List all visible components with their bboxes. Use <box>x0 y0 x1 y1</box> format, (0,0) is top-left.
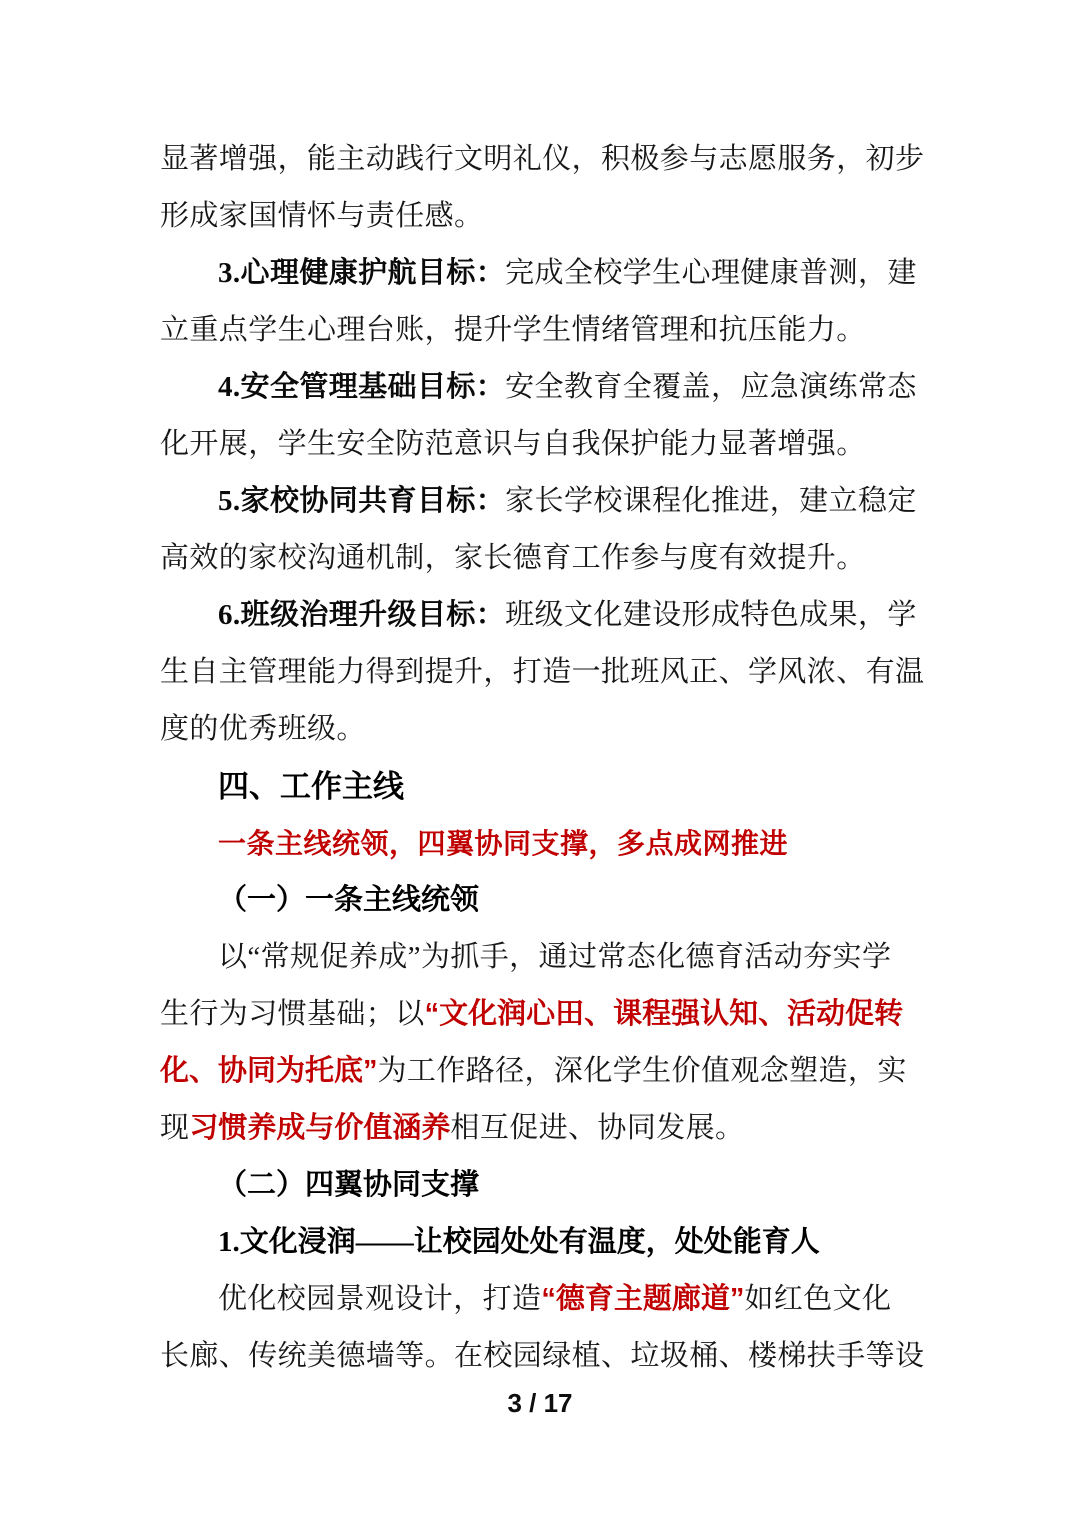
text-run-h2: （二）四翼协同支撑 <box>218 1169 480 1201</box>
text-run-body: 生行为习惯基础；以 <box>160 998 425 1030</box>
text-run-red: “德育主题廊道” <box>541 1283 745 1315</box>
text-line <box>160 473 926 530</box>
text-line <box>160 1214 926 1271</box>
text-line <box>160 245 926 302</box>
text-run-label: 5.家校协同共育目标： <box>218 485 506 517</box>
text-line <box>160 1271 926 1328</box>
text-content <box>160 131 926 1385</box>
text-line <box>160 416 926 473</box>
text-run-body: 立重点学生心理台账，提升学生情绪管理和抗压能力。 <box>160 314 866 346</box>
text-run-body: 安全教育全覆盖，应急演练常态 <box>505 371 917 403</box>
text-run-body: 家长学校课程化推进，建立稳定 <box>505 485 917 517</box>
page-number: 3 / 17 <box>507 1388 573 1418</box>
text-run-red: 习惯养成与价值涵养 <box>189 1112 451 1144</box>
text-run-h3: 1.文化浸润——让校园处处有温度，处处能育人 <box>218 1226 820 1258</box>
text-line <box>160 1157 926 1214</box>
text-run-h1: 四、工作主线 <box>218 769 404 804</box>
text-run-body: 化开展，学生安全防范意识与自我保护能力显著增强。 <box>160 428 866 460</box>
text-run-body: 生自主管理能力得到提升，打造一批班风正、学风浓、有温 <box>160 656 925 688</box>
text-line <box>160 302 926 359</box>
text-line <box>160 131 926 188</box>
text-run-body: 现 <box>160 1112 190 1144</box>
text-line <box>160 986 926 1043</box>
text-run-red: “文化润心田、课程强认知、活动促转 <box>424 998 904 1030</box>
text-line <box>160 758 926 815</box>
text-run-h2: （一）一条主线统领 <box>218 884 480 916</box>
text-run-body: 形成家国情怀与责任感。 <box>160 200 484 232</box>
text-line <box>160 644 926 701</box>
text-line <box>160 1043 926 1100</box>
text-run-label: 3.心理健康护航目标： <box>218 257 506 289</box>
text-line <box>160 359 926 416</box>
text-run-body: 班级文化建设形成特色成果，学 <box>505 599 917 631</box>
text-run-body: 高效的家校沟通机制，家长德育工作参与度有效提升。 <box>160 542 866 574</box>
text-run-body: 显著增强，能主动践行文明礼仪，积极参与志愿服务，初步 <box>160 143 925 175</box>
page-footer <box>0 1382 1080 1424</box>
text-run-body: 相互促进、协同发展。 <box>450 1112 745 1144</box>
text-line <box>160 587 926 644</box>
text-run-red: 化、协同为托底” <box>160 1055 378 1087</box>
text-line <box>160 929 926 986</box>
text-line <box>160 815 926 872</box>
text-run-body: 长廊、传统美德墙等。在校园绿植、垃圾桶、楼梯扶手等设 <box>160 1340 925 1372</box>
text-run-body: 为工作路径，深化学生价值观念塑造，实 <box>377 1055 907 1087</box>
text-run-body: 以“常规促养成”为抓手，通过常态化德育活动夯实学 <box>218 941 892 973</box>
text-run-body: 完成全校学生心理健康普测，建 <box>505 257 917 289</box>
text-run-body: 如红色文化 <box>744 1283 892 1315</box>
text-line <box>160 1328 926 1385</box>
text-line <box>160 1100 926 1157</box>
text-run-label: 4.安全管理基础目标： <box>218 371 506 403</box>
text-line <box>160 701 926 758</box>
text-run-redline: 一条主线统领，四翼协同支撑，多点成网推进 <box>218 828 789 859</box>
text-line <box>160 530 926 587</box>
text-line <box>160 188 926 245</box>
text-run-label: 6.班级治理升级目标： <box>218 599 506 631</box>
text-run-body: 优化校园景观设计，打造 <box>218 1283 542 1315</box>
text-run-body: 度的优秀班级。 <box>160 713 366 745</box>
text-line <box>160 872 926 929</box>
